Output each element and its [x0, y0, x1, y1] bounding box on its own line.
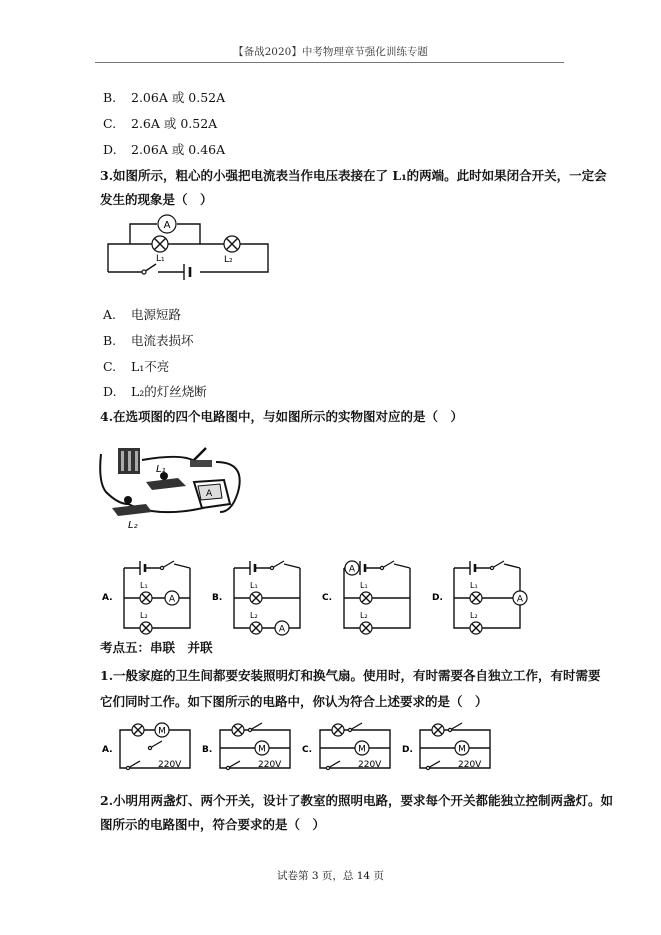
q1-option-label: A. — [102, 745, 113, 755]
svg-text:A: A — [206, 489, 213, 499]
lamp-label: L₁ — [470, 581, 478, 590]
svg-text:A: A — [516, 594, 524, 605]
q4-option-label: A. — [102, 593, 113, 603]
q4-option-label: B. — [212, 593, 223, 603]
lamp-l1-symbol — [152, 236, 168, 264]
q3-stem-line1: 3.如图所示，粗心的小强把电流表当作电压表接在了 L₁的两端。此时如果闭合开关，一定会 — [100, 168, 607, 183]
q4-physical-circuit-photo — [98, 442, 248, 532]
q1-stem-line1: 1.一般家庭的卫生间都要安装照明灯和换气扇。使用时，有时需要各自独立工作，有时需要 — [100, 668, 601, 683]
svg-text:M: M — [158, 726, 166, 737]
q4-option-b-circuit — [212, 561, 300, 635]
svg-text:A: A — [278, 624, 286, 635]
q4-option-label: C. — [322, 593, 333, 603]
svg-text:L₂: L₂ — [224, 255, 233, 265]
q4-stem: 4.在选项图的四个电路图中，与如图所示的实物图对应的是（ ） — [100, 409, 464, 424]
ammeter-photo — [194, 480, 230, 508]
page-header: 【备战2020】中考物理章节强化训练专题 — [233, 46, 428, 58]
svg-text:L₂: L₂ — [128, 520, 138, 531]
svg-text:M: M — [458, 744, 466, 755]
svg-text:A: A — [348, 564, 356, 575]
header-rule — [95, 62, 564, 63]
lamp-label: L₁ — [140, 581, 148, 590]
svg-text:L₁: L₁ — [156, 464, 166, 475]
q2-stem-line1: 2.小明用两盏灯、两个开关，设计了教室的照明电路，要求每个开关都能独立控制两盏灯。如 — [100, 793, 614, 808]
q4-option-label: D. — [432, 593, 443, 603]
prev-option-c: C. 2.6A 或 0.52A — [103, 116, 218, 131]
q4-option-c-circuit — [322, 561, 410, 634]
switch-icon — [190, 448, 212, 467]
q3-stem-line2: 发生的现象是（ ） — [100, 192, 213, 207]
voltage-label: 220V — [358, 760, 382, 770]
lamp-label: L₁ — [250, 581, 258, 590]
voltage-label: 220V — [258, 760, 282, 770]
q1-option-circuits — [100, 720, 500, 776]
lamp-label: L₂ — [470, 611, 478, 620]
lamp-label: L₂ — [360, 611, 368, 620]
lamp-label: L₂ — [140, 611, 148, 620]
q1-option-label: B. — [202, 745, 213, 755]
q1-option-b-circuit — [202, 723, 290, 770]
q4-option-a-circuit — [102, 561, 190, 634]
voltage-label: 220V — [458, 760, 482, 770]
q3-option-b: B. 电流表损坏 — [103, 333, 194, 348]
q1-option-label: D. — [402, 745, 413, 755]
q1-stem-line2: 它们同时工作。如下图所示的电路中，你认为符合上述要求的是（ ） — [100, 694, 488, 709]
q3-option-c: C. L₁不亮 — [103, 359, 170, 374]
q3-circuit-figure — [100, 212, 280, 292]
q1-option-a-circuit — [102, 723, 190, 770]
voltage-label: 220V — [158, 760, 182, 770]
q1-option-d-circuit — [402, 723, 490, 770]
ammeter-symbol — [158, 215, 176, 233]
svg-text:A: A — [168, 594, 176, 605]
q4-option-d-circuit — [432, 561, 527, 634]
svg-text:L₁: L₁ — [156, 254, 165, 264]
q1-option-c-circuit — [302, 723, 390, 770]
q3-option-a: A. 电源短路 — [103, 307, 182, 322]
prev-option-b: B. 2.06A 或 0.52A — [103, 90, 226, 105]
q3-option-d: D. L₂的灯丝烧断 — [103, 384, 207, 399]
battery-pack-icon — [118, 448, 140, 474]
svg-text:M: M — [258, 744, 266, 755]
q2-stem-line2: 图所示的电路图中，符合要求的是（ ） — [100, 817, 326, 832]
q4-option-circuits — [100, 548, 530, 640]
svg-text:M: M — [358, 744, 366, 755]
q1-option-label: C. — [302, 745, 313, 755]
svg-text:A: A — [163, 220, 171, 231]
page-footer: 试卷第 3 页，总 14 页 — [277, 870, 384, 882]
lamp-label: L₁ — [360, 581, 368, 590]
lamp-label: L₂ — [250, 611, 258, 620]
prev-option-d: D. 2.06A 或 0.46A — [103, 142, 226, 157]
lamp-l1-photo — [146, 464, 186, 490]
section-title: 考点五：串联 并联 — [100, 640, 213, 655]
lamp-l2-symbol — [224, 236, 240, 265]
